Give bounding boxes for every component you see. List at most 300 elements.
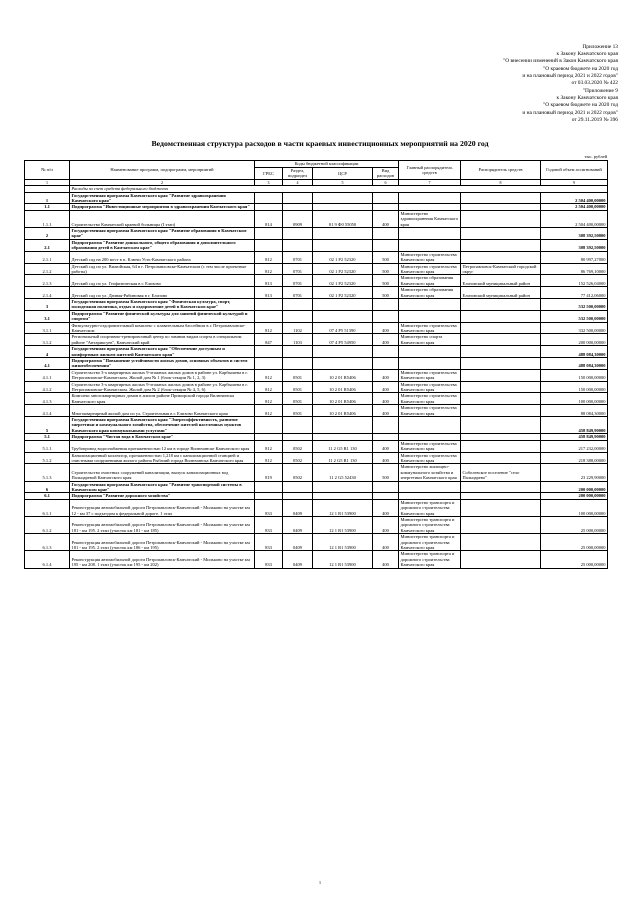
table-row [25, 405, 608, 417]
row-grbs [255, 298, 283, 310]
row-grbs-name [399, 310, 461, 322]
row-grbs: 813 [255, 275, 283, 287]
col-header-vr: Вид расходов [373, 168, 399, 180]
row-name: Подпрограмма "Повышение устойчивости жилых домов, основных объектов и систем жизнеобеспечения" [70, 358, 255, 370]
table-row [25, 275, 608, 287]
table-row [25, 551, 608, 568]
row-number: 4.1.2 [25, 381, 70, 393]
col-header-codes: Коды бюджетной классификации [255, 161, 399, 168]
row-grbs-name [399, 481, 461, 493]
row-name: Реконструкция автомобильной дороги Петропавловск-Камчатский - Мильково на участке км 12 - км 37 с подъездом к федеральной дороге. 1 этап [70, 499, 255, 516]
header-line: к Закону Камчатского края [556, 95, 618, 102]
row-vr: 500 [373, 263, 399, 275]
row-number: 4.1.1 [25, 369, 70, 381]
row-grbs-name [399, 192, 461, 204]
row-number: 1.1.1 [25, 210, 70, 227]
row-name: Комплекс многоквартирных домов в жилом районе Приморский города Вилючинска Камчатского края [70, 393, 255, 405]
row-grbs: 812 [255, 369, 283, 381]
row-number: 2.1.3 [25, 275, 70, 287]
table-row [25, 381, 608, 393]
column-number-cell: 2 [70, 179, 255, 185]
row-vr: 400 [373, 334, 399, 346]
header-line: "О краевом бюджете на 2020 год [543, 65, 618, 72]
row-number: 5.1 [25, 434, 70, 440]
row-csr: 01 9 Ф0 55050 [313, 210, 373, 227]
header-line: от 29.11.2019 № 396 [571, 116, 618, 123]
row-number: 3.1.2 [25, 334, 70, 346]
row-csr: 11 2 G5 R1 130 [313, 452, 373, 464]
row-grbs [255, 481, 283, 493]
header-line: "О краевом бюджете на 2020 год [543, 102, 618, 109]
row-amount: 86 769,10000 [541, 263, 608, 275]
row-grbs [255, 239, 283, 251]
row-grbs-name: Министерство строительства Камчатского края [399, 263, 461, 275]
row-name: Государственная программа Камчатского края "Развитие образования в Камчатском крае" [70, 228, 255, 240]
row-csr: 12 1 R1 53900 [313, 534, 373, 551]
row-amount: 23 229,90000 [541, 464, 608, 481]
row-vr: 400 [373, 534, 399, 551]
appendix-9-header [522, 88, 618, 124]
page-number: 1 [318, 880, 322, 885]
row-vr [373, 417, 399, 434]
header-line: "О внесении изменений в Закон Камчатского края [503, 58, 618, 65]
row-amount: 532 500,00000 [541, 310, 608, 322]
row-amount: 80 997,27000 [541, 251, 608, 263]
row-grbs-name [399, 228, 461, 240]
row-grbs [255, 192, 283, 204]
row-razdel [283, 417, 313, 434]
col-header-num: № п/п [25, 161, 70, 180]
row-name: Трубопровод водоснабжения протяженностью 12 км в городе Вилючинске Камчатского края [70, 440, 255, 452]
row-vr: 500 [373, 275, 399, 287]
table-row [25, 322, 608, 334]
row-grbs [255, 310, 283, 322]
row-name: Подпрограмма "Развитие физической культуры для занятий физической культурой и спортом" [70, 310, 255, 322]
row-grbs: 833 [255, 516, 283, 533]
row-csr: 12 1 R1 53900 [313, 551, 373, 568]
row-name: Строительство 3-х квартирных жилых 9-этажных жилых домов в районе ул. Карбышева в г. Петропавловске-Камчатском. Жилой дом № 2 (блок-секции № 4, 5, 6) [70, 381, 255, 393]
row-number: 5 [25, 417, 70, 434]
row-number: 6.1.4 [25, 551, 70, 568]
row-amount: 308 392,50000 [541, 239, 608, 251]
row-grbs: 812 [255, 251, 283, 263]
row-recipient [461, 381, 541, 393]
row-recipient [461, 322, 541, 334]
row-razdel [283, 239, 313, 251]
table-row [25, 239, 608, 251]
row-recipient [461, 417, 541, 434]
header-line: Приложение 13 [582, 44, 618, 50]
row-csr: 11 2 G5 R1 130 [313, 440, 373, 452]
row-razdel: 0701 [283, 287, 313, 299]
row-razdel: 0409 [283, 534, 313, 551]
row-grbs-name: Министерство строительства Камчатского края [399, 440, 461, 452]
row-vr [373, 239, 399, 251]
header-line: к Закону Камчатского края [556, 51, 618, 58]
row-grbs-name [399, 239, 461, 251]
table-row [25, 334, 608, 346]
row-amount: 488 084,30000 [541, 358, 608, 370]
row-grbs-name: Министерство строительства Камчатского края [399, 251, 461, 263]
row-vr [373, 228, 399, 240]
row-csr: 07 4 Р5 54950 [313, 334, 373, 346]
row-vr: 500 [373, 251, 399, 263]
row-amount: 200 000,00000 [541, 334, 608, 346]
row-grbs-name: Министерство транспорта и дорожного строительства Камчатского края [399, 516, 461, 533]
row-vr [373, 481, 399, 493]
row-recipient [461, 298, 541, 310]
row-grbs: 814 [255, 210, 283, 227]
row-csr: 07 4 Р5 51390 [313, 322, 373, 334]
table-row [25, 263, 608, 275]
column-number-cell: 4 [283, 179, 313, 185]
document-title: Ведомственная структура расходов в части краевых инвестиционных мероприятий на 2020 год [151, 139, 489, 148]
row-name: Строительство Камчатской краевой больницы (I этап) [70, 210, 255, 227]
row-vr [373, 310, 399, 322]
row-name: Государственная программа Камчатского края "Обеспечение доступным и комфортным жильем жителей Камчатского края" [70, 346, 255, 358]
row-grbs-name: Министерство спорта Камчатского края [399, 334, 461, 346]
table-row [25, 210, 608, 227]
row-grbs [255, 358, 283, 370]
col-header-name: Наименование программ, подпрограмм, мероприятий [70, 161, 255, 180]
row-csr: 10 2 01 R5406 [313, 369, 373, 381]
row-recipient [461, 551, 541, 568]
row-amount: 2 504 400,00000 [541, 210, 608, 227]
row-recipient: Елизовский муниципальный район [461, 275, 541, 287]
col-header-recipient: Распорядитель средств [461, 161, 541, 180]
row-number: 2.1 [25, 239, 70, 251]
row-number: 2.1.4 [25, 287, 70, 299]
row-name: Детский сад по ул. Вилюйская, 64 в г. Петропавловске-Камчатском (с тем числе проектные работы) [70, 263, 255, 275]
row-recipient [461, 499, 541, 516]
row-razdel: 0409 [283, 516, 313, 533]
table-row [25, 369, 608, 381]
row-razdel [283, 298, 313, 310]
row-recipient [461, 210, 541, 227]
row-razdel [283, 358, 313, 370]
row-recipient [461, 393, 541, 405]
row-razdel: 0409 [283, 551, 313, 568]
row-vr: 400 [373, 210, 399, 227]
row-name: Детский сад на 200 мест в п. Ключи Усть-Камчатского района [70, 251, 255, 263]
column-number-cell: 1 [25, 179, 70, 185]
appendix-13-header [503, 44, 618, 87]
header-line: и на плановый период 2021 и 2022 годов" [522, 109, 618, 116]
row-razdel: 0701 [283, 251, 313, 263]
row-grbs: 813 [255, 287, 283, 299]
column-number-cell: 7 [399, 179, 461, 185]
row-grbs [255, 417, 283, 434]
row-amount: 100 000,00000 [541, 499, 608, 516]
row-number: 3 [25, 298, 70, 310]
row-razdel: 0501 [283, 381, 313, 393]
row-recipient [461, 452, 541, 464]
row-razdel: 0501 [283, 405, 313, 417]
row-razdel: 0909 [283, 210, 313, 227]
row-csr [313, 192, 373, 204]
table-row [25, 358, 608, 370]
row-grbs: 847 [255, 334, 283, 346]
row-number: 6 [25, 481, 70, 493]
expenditure-table [24, 160, 608, 569]
row-amount: 25 000,00000 [541, 551, 608, 568]
row-name: Строительство очистных сооружений канализации, выпуск канализационных вод Пальцаревой Камчатского края [70, 464, 255, 481]
row-amount: 25 000,00000 [541, 516, 608, 533]
row-grbs-name: Министерство строительства Камчатского края [399, 322, 461, 334]
row-number: 4 [25, 346, 70, 358]
row-grbs-name: Министерство транспорта и дорожного строительства Камчатского края [399, 551, 461, 568]
row-grbs: 833 [255, 499, 283, 516]
row-amount: 218 388,00000 [541, 452, 608, 464]
row-razdel [283, 346, 313, 358]
row-name: Детский сад по ул. Дачная-Рябиновая в г. Елизово [70, 287, 255, 299]
column-number-cell: 5 [313, 179, 373, 185]
row-recipient [461, 358, 541, 370]
row-grbs-name: Министерство образования Камчатского края [399, 275, 461, 287]
row-vr: 400 [373, 393, 399, 405]
col-header-amount: Годовой объем ассигнований [541, 161, 608, 180]
row-name: Подпрограмма "Чистая вода в Камчатском крае" [70, 434, 255, 440]
row-recipient [461, 346, 541, 358]
table-row [25, 228, 608, 240]
row-csr: 12 1 R1 53900 [313, 516, 373, 533]
row-number: 1 [25, 192, 70, 204]
row-number: 6.1.3 [25, 534, 70, 551]
row-name: Многоквартирный жилой дом по ул. Строительная в г. Елизово Камчатского края [70, 405, 255, 417]
row-amount: 2 504 400,00000 [541, 192, 608, 204]
row-razdel: 0701 [283, 275, 313, 287]
col-header-razdel: Раздел, подраздел [283, 168, 313, 180]
row-razdel: 1102 [283, 322, 313, 334]
row-number: 5.1.2 [25, 452, 70, 464]
row-number: 4.1.4 [25, 405, 70, 417]
column-number-cell: 8 [461, 179, 541, 185]
table-row [25, 481, 608, 493]
row-razdel: 0501 [283, 369, 313, 381]
row-number: 4.1 [25, 358, 70, 370]
row-name: Строительство 3-х квартирных жилых 9-этажных жилых домов в районе ул. Карбышева в г. Петропавловске-Камчатском. Жилой дом № 1 (блок-секции № 1, 2, 3) [70, 369, 255, 381]
table-row [25, 192, 608, 204]
row-razdel [283, 228, 313, 240]
unit-label: тыс. рублей [584, 154, 607, 159]
row-vr: 400 [373, 381, 399, 393]
section-label: Расходы за счет средств федерального бюджета [70, 186, 608, 192]
table-row [25, 516, 608, 533]
row-recipient [461, 516, 541, 533]
table-row [25, 346, 608, 358]
row-amount: 77 412,06000 [541, 287, 608, 299]
row-number: 3.1.1 [25, 322, 70, 334]
row-grbs: 812 [255, 381, 283, 393]
table-row [25, 287, 608, 299]
row-recipient [461, 440, 541, 452]
row-number: 6.1.2 [25, 516, 70, 533]
row-grbs-name: Министерство здравоохранения Камчатского края [399, 210, 461, 227]
row-razdel: 0502 [283, 440, 313, 452]
row-name: Государственная программа Камчатского края "Энергоэффективность, развитие энергетики и коммунального хозяйства, обеспечение жителей населенных пунктов Камчатского края коммунальными услугами" [70, 417, 255, 434]
row-csr [313, 228, 373, 240]
row-csr: 10 2 01 R5406 [313, 405, 373, 417]
row-name: Канализационный коллектор, протяженностью 1,218 км с канализационной станцией и очистными сооружениями жилого района Рыбачий города Вилючинска Камчатского края [70, 452, 255, 464]
table-row [25, 393, 608, 405]
row-vr: 400 [373, 322, 399, 334]
table-row [25, 298, 608, 310]
row-grbs [255, 228, 283, 240]
row-grbs-name [399, 346, 461, 358]
row-grbs-name [399, 298, 461, 310]
row-recipient [461, 239, 541, 251]
row-csr: 02 1 Р2 52320 [313, 251, 373, 263]
row-number: 3.1 [25, 310, 70, 322]
row-vr: 400 [373, 405, 399, 417]
row-recipient [461, 310, 541, 322]
row-name: Подпрограмма "Развитие дошкольного, общего образования и дополнительного образования детей в Камчатском крае" [70, 239, 255, 251]
row-grbs: 812 [255, 322, 283, 334]
column-number-cell: 6 [373, 179, 399, 185]
row-csr [313, 239, 373, 251]
row-number: 4.1.3 [25, 393, 70, 405]
row-vr: 500 [373, 287, 399, 299]
table-row [25, 440, 608, 452]
row-recipient [461, 369, 541, 381]
row-grbs-name [399, 358, 461, 370]
row-amount: 200 000,00000 [541, 481, 608, 493]
row-csr: 02 1 Р2 52320 [313, 263, 373, 275]
row-amount: 150 000,00000 [541, 381, 608, 393]
row-name: Реконструкция автомобильной дороги Петропавловск-Камчатский - Мильково на участке км 181 - км 195. 2 этап (участок км 186 - км 195) [70, 534, 255, 551]
row-grbs: 812 [255, 405, 283, 417]
table-row [25, 452, 608, 464]
row-razdel: 0409 [283, 499, 313, 516]
col-header-csr: ЦСР [313, 168, 373, 180]
col-header-grbs: ГРБС [255, 168, 283, 180]
row-vr: 400 [373, 499, 399, 516]
row-vr: 500 [373, 464, 399, 481]
row-amount: 25 000,00000 [541, 534, 608, 551]
row-vr: 400 [373, 516, 399, 533]
row-grbs-name: Министерство строительства Камчатского края [399, 381, 461, 393]
row-grbs-name: Министерство строительства Камчатского края [399, 393, 461, 405]
row-recipient [461, 228, 541, 240]
row-grbs: 812 [255, 393, 283, 405]
row-razdel [283, 192, 313, 204]
row-grbs-name: Министерство строительства Камчатского края [399, 369, 461, 381]
row-csr: 10 2 01 R5406 [313, 381, 373, 393]
row-amount: 458 849,90000 [541, 417, 608, 434]
row-recipient [461, 481, 541, 493]
row-grbs-name: Министерство строительства Камчатского края [399, 405, 461, 417]
row-vr: 400 [373, 551, 399, 568]
row-number: 5.1.3 [25, 464, 70, 481]
row-csr [313, 358, 373, 370]
row-amount: 217 232,00000 [541, 440, 608, 452]
row-number: 6.1.1 [25, 499, 70, 516]
row-vr: 400 [373, 440, 399, 452]
table-body [25, 186, 608, 568]
row-number: 5.1.1 [25, 440, 70, 452]
row-grbs-name: Министерство транспорта и дорожного строительства Камчатского края [399, 534, 461, 551]
row-razdel [283, 481, 313, 493]
col-header-grbs-name: Главный распорядитель средств [399, 161, 461, 180]
row-grbs: 812 [255, 452, 283, 464]
row-recipient [461, 334, 541, 346]
row-number: 2.1.2 [25, 263, 70, 275]
row-grbs: 812 [255, 440, 283, 452]
row-csr: 12 1 R1 53900 [313, 499, 373, 516]
row-csr [313, 481, 373, 493]
row-razdel: 0502 [283, 452, 313, 464]
row-amount: 88 084,30000 [541, 405, 608, 417]
row-vr: 400 [373, 369, 399, 381]
table-row [25, 310, 608, 322]
row-vr [373, 298, 399, 310]
row-grbs-name [399, 417, 461, 434]
row-vr [373, 358, 399, 370]
row-name: Физкультурно-оздоровительный комплекс с плавательным бассейном в г. Петропавловске-Камчатском [70, 322, 255, 334]
row-csr: 02 1 Р2 52320 [313, 275, 373, 287]
row-amount: 308 392,50000 [541, 228, 608, 240]
row-number: 2.1.1 [25, 251, 70, 263]
row-name: Подпрограмма "Развитие дорожного хозяйства" [70, 493, 255, 499]
row-amount: 152 526,04000 [541, 275, 608, 287]
row-razdel: 1103 [283, 334, 313, 346]
row-name: Детский сад по ул. Геофизическая в г. Елизово [70, 275, 255, 287]
header-line: и на плановый период 2021 и 2022 годов" [522, 72, 618, 79]
row-name: Реконструкция автомобильной дороги Петропавловск-Камчатский - Мильково на участке км 181 - км 195. 2 этап (участок км 181 - км 185) [70, 516, 255, 533]
row-recipient: Петропавловск-Камчатский городской округ [461, 263, 541, 275]
row-number: 1.1 [25, 204, 70, 210]
row-name: Региональный спортивно-тренировочный центр по зимним видам спорта в специальном районе "Антариксуев", Камчатский край [70, 334, 255, 346]
row-grbs [255, 346, 283, 358]
column-number-cell: 3 [255, 179, 283, 185]
row-grbs: 812 [255, 263, 283, 275]
header-line: от 03.03.2020 № 422 [571, 80, 618, 87]
row-csr: 02 1 Р2 52320 [313, 287, 373, 299]
row-csr [313, 310, 373, 322]
row-name: Реконструкция автомобильной дороги Петропавловск-Камчатский - Мильково на участке км 195 - км 208. 1 этап (участок км 195 - км 202) [70, 551, 255, 568]
row-grbs-name: Министерство транспорта и дорожного строительства Камчатского края [399, 499, 461, 516]
row-name: Государственная программа Камчатского края "Развитие транспортной системы в Камчатском крае" [70, 481, 255, 493]
row-razdel: 0701 [283, 263, 313, 275]
table-row [25, 464, 608, 481]
row-csr: 11 2 G5 52430 [313, 464, 373, 481]
row-recipient [461, 405, 541, 417]
row-name: Государственная программа Камчатского края "Физическая культура, спорт, молодежная политика, отдых и оздоровление детей в Камчатском крае" [70, 298, 255, 310]
row-razdel: 0501 [283, 393, 313, 405]
row-csr [313, 298, 373, 310]
row-vr [373, 192, 399, 204]
row-recipient [461, 192, 541, 204]
row-grbs: 819 [255, 464, 283, 481]
row-number: 6.1 [25, 493, 70, 499]
row-amount: 532 500,00000 [541, 298, 608, 310]
row-vr: 400 [373, 452, 399, 464]
row-name: Государственная программа Камчатского края "Развитие здравоохранения Камчатского края" [70, 192, 255, 204]
row-amount: 150 000,00000 [541, 369, 608, 381]
row-amount: 458 849,90000 [541, 434, 608, 440]
row-number: 2 [25, 228, 70, 240]
header-line: "Приложение 9 [582, 88, 618, 94]
row-vr [373, 346, 399, 358]
row-amount: 200 000,00000 [541, 493, 608, 499]
row-razdel: 0502 [283, 464, 313, 481]
row-grbs-name: Министерство образования Камчатского края [399, 287, 461, 299]
row-csr [313, 346, 373, 358]
row-grbs-name: Министерство жилищно-коммунального хозяйства и энергетики Камчатского края [399, 464, 461, 481]
row-grbs-name: Министерство строительства Камчатского края [399, 452, 461, 464]
row-recipient: Соболевское поселение "село Пальцарево" [461, 464, 541, 481]
row-recipient [461, 534, 541, 551]
